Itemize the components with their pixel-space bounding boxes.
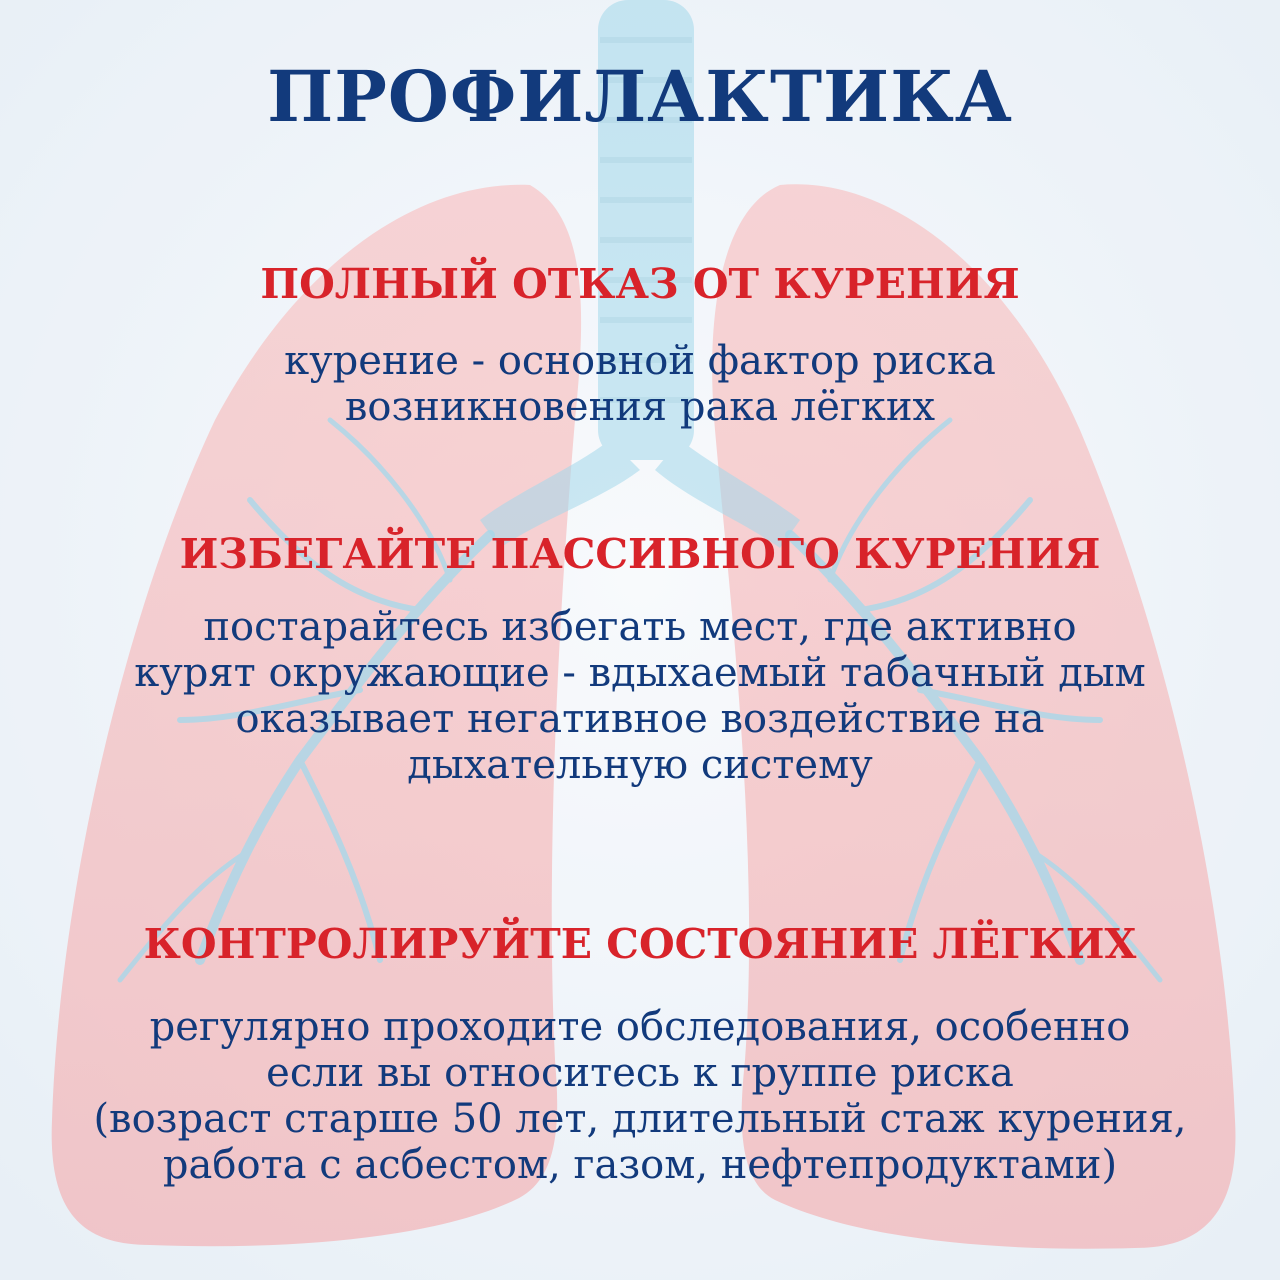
section-text-passive-smoking — [0, 604, 1280, 788]
text-line: курят окружающие - вдыхаемый табачный дым — [134, 650, 1146, 696]
section-heading-quit-smoking: ПОЛНЫЙ ОТКАЗ ОТ КУРЕНИЯ — [260, 260, 1020, 308]
page-title: ПРОФИЛАКТИКА — [267, 55, 1013, 138]
text-line: работа с асбестом, газом, нефтепродуктами) — [162, 1142, 1118, 1188]
text-line: регулярно проходите обследования, особенно — [149, 1004, 1131, 1050]
text-line: возникновения рака лёгких — [344, 384, 936, 430]
section-heading-lung-control: КОНТРОЛИРУЙТЕ СОСТОЯНИЕ ЛЁГКИХ — [143, 920, 1137, 968]
text-line: оказывает негативное воздействие на — [235, 696, 1045, 742]
text-line: (возраст старше 50 лет, длительный стаж курения, — [93, 1096, 1187, 1142]
section-text-quit-smoking — [0, 338, 1280, 430]
text-line: постарайтесь избегать мест, где активно — [203, 604, 1077, 650]
section-text-lung-control — [0, 1004, 1280, 1188]
text-line: если вы относитесь к группе риска — [266, 1050, 1014, 1096]
section-heading-passive-smoking: ИЗБЕГАЙТЕ ПАССИВНОГО КУРЕНИЯ — [179, 530, 1101, 578]
text-line: курение - основной фактор риска — [284, 338, 996, 384]
text-line: дыхательную систему — [407, 742, 873, 788]
